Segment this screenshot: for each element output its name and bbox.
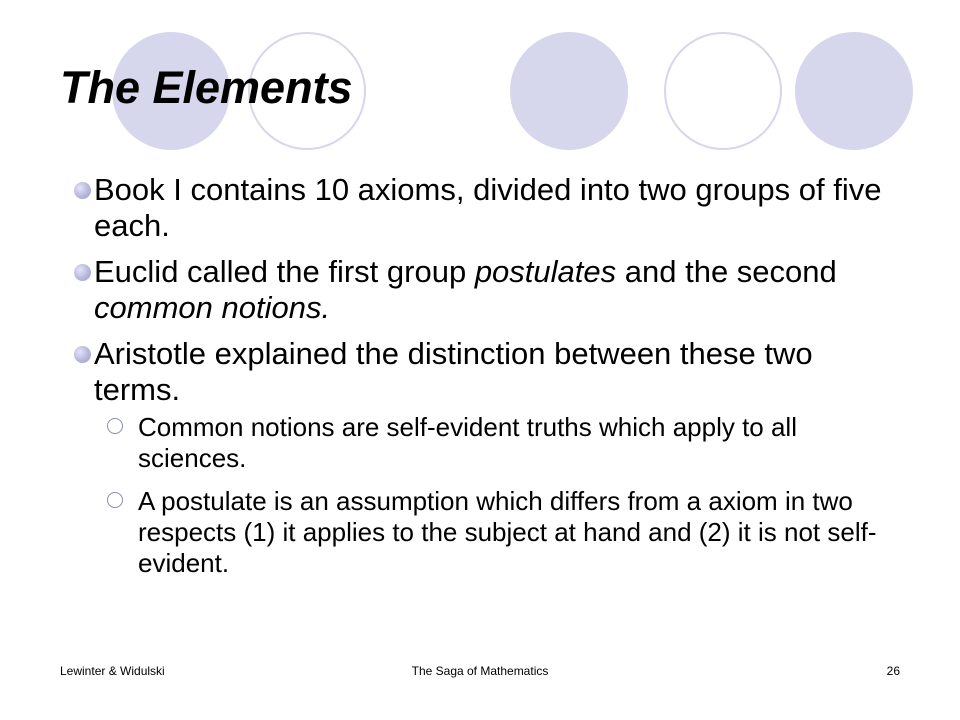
subbullet-item <box>60 412 900 474</box>
bullet-emphasis: common notions. <box>94 290 331 325</box>
footer-center: The Saga of Mathematics <box>411 664 549 678</box>
bullet-text: and the second <box>616 254 837 289</box>
bullet-item <box>60 254 900 326</box>
bullet-dot-icon <box>74 346 91 363</box>
decorative-circle-5 <box>795 32 913 150</box>
footer-page-number: 26 <box>886 664 900 678</box>
footer-left: Lewinter & Widulski <box>60 664 165 678</box>
subbullet-text: Common notions are self-evident truths which apply to all sciences. <box>138 412 797 473</box>
subbullet-text: A postulate is an assumption which differs from a axiom in two respects (1) it applies to the subject at hand and (2) it is not self-evident. <box>138 486 877 578</box>
slide-title: The Elements <box>60 62 353 113</box>
bullet-item <box>60 336 900 408</box>
bullet-text: Aristotle explained the distinction between these two terms. <box>94 336 813 407</box>
bullet-emphasis: postulates <box>474 254 617 289</box>
subbullet-item <box>60 486 900 579</box>
decorative-circle-3 <box>510 32 628 150</box>
slide-content <box>60 172 900 591</box>
subbullet-list <box>60 412 900 579</box>
ring-bullet-icon <box>107 418 123 434</box>
bullet-dot-icon <box>74 264 91 281</box>
ring-bullet-icon <box>107 492 123 508</box>
bullet-text: Euclid called the first group <box>94 254 475 289</box>
decorative-circle-4 <box>664 32 782 150</box>
bullet-dot-icon <box>74 182 91 199</box>
bullet-item <box>60 172 900 244</box>
bullet-text: Book I contains 10 axioms, divided into two groups of five each. <box>94 172 882 243</box>
